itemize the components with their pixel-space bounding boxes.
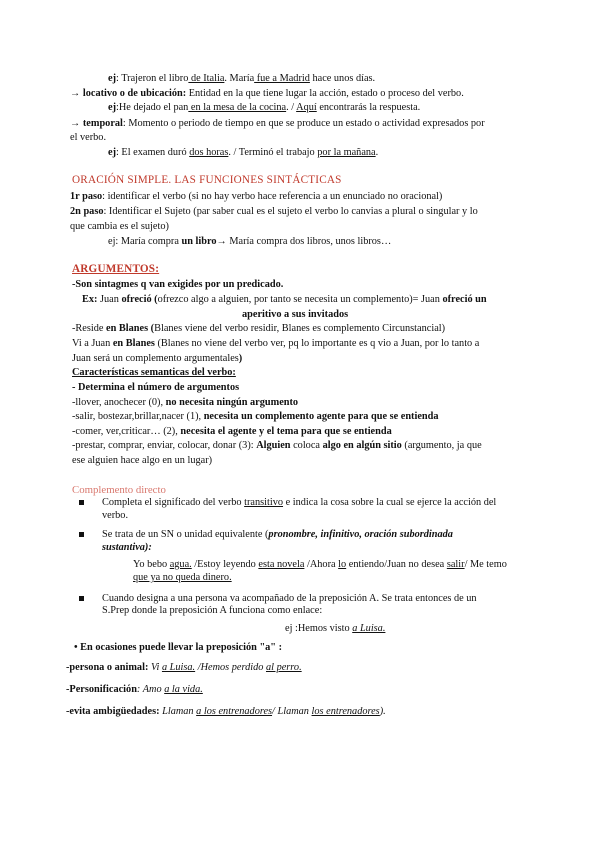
line-vi-juan: Vi a Juan en Blanes (Blanes no viene del verbo ver, pq lo importante es q vio a Juan, por lo tanto a: [72, 338, 480, 349]
line-ej-maria: ej: María compra un libro→ María compra dos libros, unos libros…: [108, 236, 392, 247]
line-salir: -salir, bostezar,brillar,nacer (1), necesita un complemento agente para que se entienda: [72, 411, 439, 422]
line-prestar-cont: ese alguien hace algo en un lugar): [72, 455, 213, 466]
line-reside: -Reside en Blanes (Blanes viene del verbo residir, Blanes es complemento Circunstancial): [72, 323, 446, 334]
line-persona-animal: -persona o animal: Vi a Luisa. /Hemos perdido al perro.: [66, 662, 302, 673]
line-determina: - Determina el número de argumentos: [72, 382, 240, 393]
line-ocasiones: • En ocasiones puede llevar la preposición "a" :: [74, 642, 283, 653]
line-cd1: Completa el significado del verbo transitivo e indica la cosa sobre la cual se ejerce la acción del: [102, 497, 497, 508]
line-paso2-cont: que cambia es el sujeto): [70, 221, 169, 232]
line-cd2-cont: sustantiva):: [102, 542, 152, 553]
bullet-icon: [79, 500, 84, 505]
line-caracteristicas: Características semanticas del verbo:: [72, 367, 236, 378]
line-ex-juan: Ex: Juan ofreció (ofrezco algo a alguien, por tanto se necesita un complemento)= Juan ofreció un: [82, 294, 487, 305]
line-temporal: → temporal: Momento o periodo de tiempo en que se produce un estado o actividad expresados por: [70, 118, 485, 129]
heading-complemento-directo: Complemento directo: [72, 484, 166, 496]
line-cd1-cont: verbo.: [102, 510, 129, 521]
line-llover: -llover, anochecer (0), no necesita ningún argumento: [72, 397, 299, 408]
bullet-icon: [79, 596, 84, 601]
line-ej-cocina: ej:He dejado el pan en la mesa de la cocina. / Aquí encontrarás la respuesta.: [108, 102, 421, 113]
line-locativo: → locativo o de ubicación: Entidad en la que tiene lugar la acción, estado o proceso del verbo.: [70, 88, 464, 99]
line-sintagmas: -Son sintagmes q van exigides por un predicado.: [72, 279, 284, 290]
line-temporal-cont: el verbo.: [70, 132, 107, 143]
bullet-icon: [79, 532, 84, 537]
line-ej-examen: ej: El examen duró dos horas. / Terminó el trabajo por la mañana.: [108, 147, 379, 158]
line-personificacion: -Personificación: Amo a la vida.: [66, 684, 203, 695]
heading-argumentos: ARGUMENTOS:: [72, 263, 160, 275]
line-cd-ejemplo: Yo bebo agua. /Estoy leyendo esta novela /Ahora lo entiendo/Juan no desea salir/ Me temo: [133, 559, 507, 570]
line-cd2: Se trata de un SN o unidad equivalente (pronombre, infinitivo, oración subordinada: [102, 529, 453, 540]
line-ej-luisa: ej :Hemos visto a Luisa.: [285, 623, 386, 634]
line-comer: -comer, ver,criticar… (2), necesita el agente y el tema para que se entienda: [72, 426, 392, 437]
line-ej-italia: ej: Trajeron el libro de Italia. María fue a Madrid hace unos días.: [108, 73, 376, 84]
line-cd3-cont: S.Prep donde la preposición A funciona como enlace:: [102, 605, 323, 616]
line-ex-juan-cont: aperitivo a sus invitados: [242, 309, 349, 320]
line-cd3: Cuando designa a una persona va acompañado de la preposición A. Se trata entonces de un: [102, 593, 477, 604]
line-paso2: 2n paso: Identificar el Sujeto (par saber cual es el sujeto el verbo lo canvias a plural o singular y lo: [70, 206, 478, 217]
line-cd-ejemplo-cont: que ya no queda dinero.: [133, 572, 232, 583]
line-paso1: 1r paso: identificar el verbo (si no hay verbo hace referencia a un enunciado no oracional): [70, 191, 443, 202]
line-vi-juan-cont: Juan será un complemento argumentales): [72, 353, 243, 364]
line-ambiguedades: -evita ambigüedades: Llaman a los entrenadores/ Llaman los entrenadores).: [66, 706, 386, 717]
line-prestar: -prestar, comprar, enviar, colocar, donar (3): Alguien coloca algo en algún sitio (argumento, ja que: [72, 440, 482, 451]
heading-oracion-simple: ORACIÓN SIMPLE. LAS FUNCIONES SINTÁCTICAS: [72, 174, 342, 186]
